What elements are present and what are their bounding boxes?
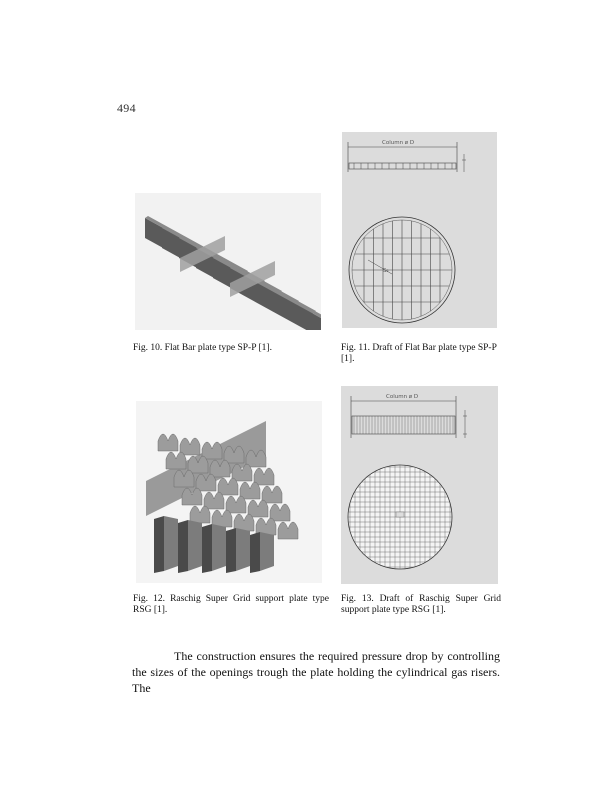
caption-fig-12: Fig. 12. Raschig Super Grid support plate type RSG [1].: [133, 594, 329, 615]
draft-dimension-label: Column ø D: [386, 394, 419, 400]
figure-raschig-super-grid-photo: [136, 401, 322, 583]
page-number: 494: [117, 101, 136, 115]
figure-raschig-super-grid-draft: [341, 386, 498, 584]
figure-flat-bar-plate-photo: [135, 193, 321, 330]
figure-flat-bar-plate-draft: [342, 132, 497, 328]
body-paragraph: The construction ensures the required pressure drop by controlling the sizes of the openings trough the plate holding the cylindrical gas risers. The: [132, 649, 500, 695]
caption-fig-10: Fig. 10. Flat Bar plate type SP-P [1].: [133, 343, 272, 353]
draft-dimension-label: Column ø D: [382, 140, 415, 146]
caption-fig-13: Fig. 13. Draft of Raschig Super Grid support plate type RSG [1].: [341, 594, 501, 615]
caption-fig-11: Fig. 11. Draft of Flat Bar plate type SP-P [1].: [341, 343, 497, 364]
draft-radius-label: S₂: [383, 268, 389, 274]
